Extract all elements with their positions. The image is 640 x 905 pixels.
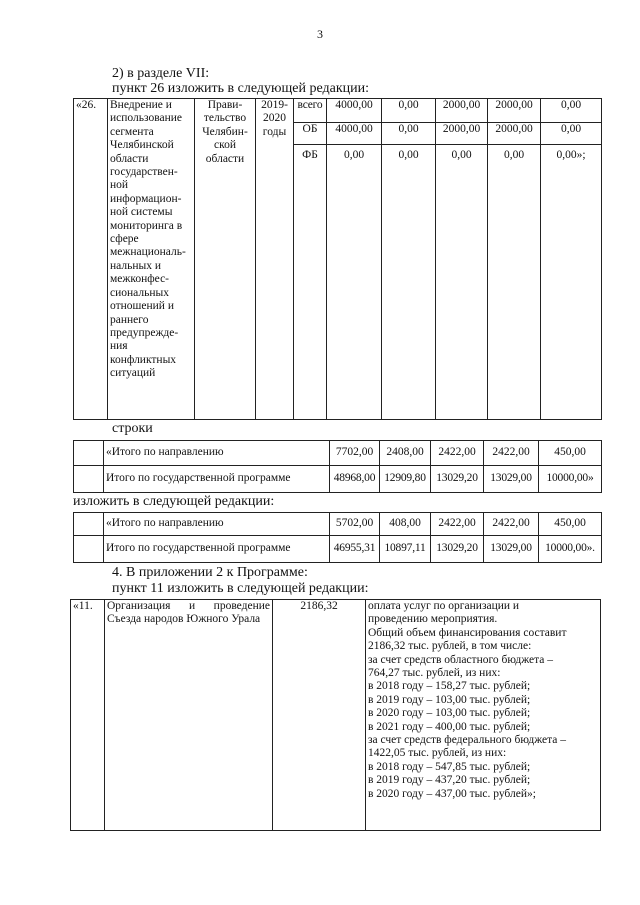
item-description-line: в 2018 году – 158,27 тыс. рублей; (368, 680, 531, 693)
item-executor-line: ской (213, 139, 236, 152)
item-period (256, 99, 294, 420)
item-executor-line: тельство (203, 112, 247, 125)
item-name-line: использование (110, 112, 183, 125)
value-cell: 2000,00 (436, 123, 488, 145)
value-cell: 46955,31 (330, 536, 380, 563)
value-cell: 0,00 (488, 145, 541, 420)
item-11-instruction: пункт 11 изложить в следующей редакции: (112, 581, 369, 596)
item-name: Организация и проведение Съезда народов Южного Урала (105, 600, 273, 831)
item-name-line: межнациональ- (110, 246, 186, 259)
replacement-instruction: изложить в следующей редакции: (73, 494, 275, 509)
value-cell: 13029,00 (484, 536, 539, 563)
item-name-line: государствен- (110, 166, 178, 179)
value-cell: 0,00 (327, 145, 382, 420)
value-cell: 2422,00 (484, 441, 539, 466)
item-description-line: за счет средств федерального бюджета – (368, 734, 567, 747)
value-cell: 0,00 (382, 123, 436, 145)
item-26-instruction: пункт 26 изложить в следующей редакции: (112, 81, 369, 96)
item-period-line: годы (262, 125, 287, 138)
value-cell: 408,00 (380, 513, 431, 536)
item-description-line: в 2021 году – 400,00 тыс. рублей; (368, 720, 531, 733)
item-name-line: Челябинской (110, 139, 174, 152)
item-period-line: 2020 (263, 112, 286, 125)
item-name-line: сфере (110, 233, 139, 246)
totals-new-table (73, 512, 602, 563)
row-label: «Итого по направлению (104, 441, 330, 466)
item-executor-line: области (205, 152, 245, 165)
item-name-line: мониторинга в (110, 219, 183, 232)
item-description (366, 600, 601, 831)
value-cell: 0,00 (382, 99, 436, 123)
item-description-line: в 2019 году – 437,20 тыс. рублей; (368, 774, 531, 787)
row-label: Итого по государственной программе (104, 536, 330, 563)
page-number: 3 (317, 27, 323, 41)
value-cell: 0,00»; (541, 145, 602, 420)
source-total: всего (294, 99, 327, 123)
value-cell: 12909,80 (380, 466, 431, 493)
item-description-line: в 2019 году – 103,00 тыс. рублей; (368, 693, 531, 706)
value-cell: 450,00 (539, 513, 602, 536)
item-name-line: ной (110, 179, 129, 192)
value-cell: 2422,00 (431, 441, 484, 466)
value-cell: 10000,00». (539, 536, 602, 563)
value-cell: 0,00 (382, 145, 436, 420)
item-description-line: в 2018 году – 547,85 тыс. рублей; (368, 760, 531, 773)
row-label: Итого по государственной программе (104, 466, 330, 493)
item-name-line: сиональных (110, 286, 169, 299)
item-executor-line: Челябин- (202, 125, 248, 138)
value-cell: 13029,00 (484, 466, 539, 493)
value-cell: 0,00 (436, 145, 488, 420)
source-federal: ФБ (294, 145, 327, 420)
item-name-line: конфликтных (110, 353, 177, 366)
item-name-line: ситуаций (110, 367, 156, 380)
item-description-line: 764,27 тыс. рублей, из них: (368, 667, 501, 680)
appendix-heading: 4. В приложении 2 к Программе: (112, 565, 308, 580)
value-cell: 7702,00 (330, 441, 380, 466)
item-name-line: информацион- (110, 192, 182, 205)
item-26-table (73, 98, 602, 420)
value-cell: 10897,11 (380, 536, 431, 563)
value-cell: 4000,00 (327, 123, 382, 145)
value-cell: 2408,00 (380, 441, 431, 466)
item-description-line: 1422,05 тыс. рублей, из них: (368, 747, 507, 760)
item-name-line: межконфес- (110, 273, 170, 286)
item-description-line: в 2020 году – 103,00 тыс. рублей; (368, 707, 531, 720)
value-cell: 5702,00 (330, 513, 380, 536)
value-cell: 0,00 (541, 123, 602, 145)
value-cell: 4000,00 (327, 99, 382, 123)
value-cell: 13029,20 (431, 536, 484, 563)
item-description-line: в 2020 году – 437,00 тыс. рублей»; (368, 787, 536, 800)
value-cell: 450,00 (539, 441, 602, 466)
item-description-line: 2186,32 тыс. рублей, в том числе: (368, 640, 532, 653)
value-cell: 2000,00 (436, 99, 488, 123)
item-description-line: за счет средств областного бюджета – (368, 653, 554, 666)
item-name-line: предупрежде- (110, 326, 179, 339)
item-description-line: проведению мероприятия. (368, 613, 498, 626)
item-name-line: отношений и (110, 300, 174, 313)
item-name-line: ния (110, 340, 128, 353)
item-description-line: Общий объем финансирования составит (368, 626, 567, 639)
item-name-line: ной системы (110, 206, 173, 219)
item-number: «11. (71, 600, 105, 831)
item-name-line: нальных и (110, 259, 162, 272)
lines-label: строки (112, 421, 153, 436)
value-cell: 2000,00 (488, 123, 541, 145)
totals-old-table (73, 440, 602, 493)
value-cell: 0,00 (541, 99, 602, 123)
item-11-table (70, 599, 601, 831)
value-cell: 2000,00 (488, 99, 541, 123)
item-name (108, 99, 195, 420)
item-executor-line: Прави- (207, 99, 243, 111)
row-label: «Итого по направлению (104, 513, 330, 536)
source-regional: ОБ (294, 123, 327, 145)
item-name-line: области (110, 152, 149, 165)
item-amount: 2186,32 (273, 600, 366, 831)
value-cell: 10000,00» (539, 466, 602, 493)
item-number: «26. (74, 99, 108, 420)
value-cell: 2422,00 (431, 513, 484, 536)
item-executor (195, 99, 256, 420)
item-name-line: сегмента (110, 125, 154, 138)
section-heading: 2) в разделе VII: (112, 66, 210, 81)
value-cell: 13029,20 (431, 466, 484, 493)
item-name-line: раннего (110, 313, 149, 326)
item-name-line: Внедрение и (110, 99, 172, 111)
item-period-line: 2019- (261, 99, 288, 111)
item-description-line: оплата услуг по организации и (368, 600, 520, 612)
value-cell: 2422,00 (484, 513, 539, 536)
value-cell: 48968,00 (330, 466, 380, 493)
